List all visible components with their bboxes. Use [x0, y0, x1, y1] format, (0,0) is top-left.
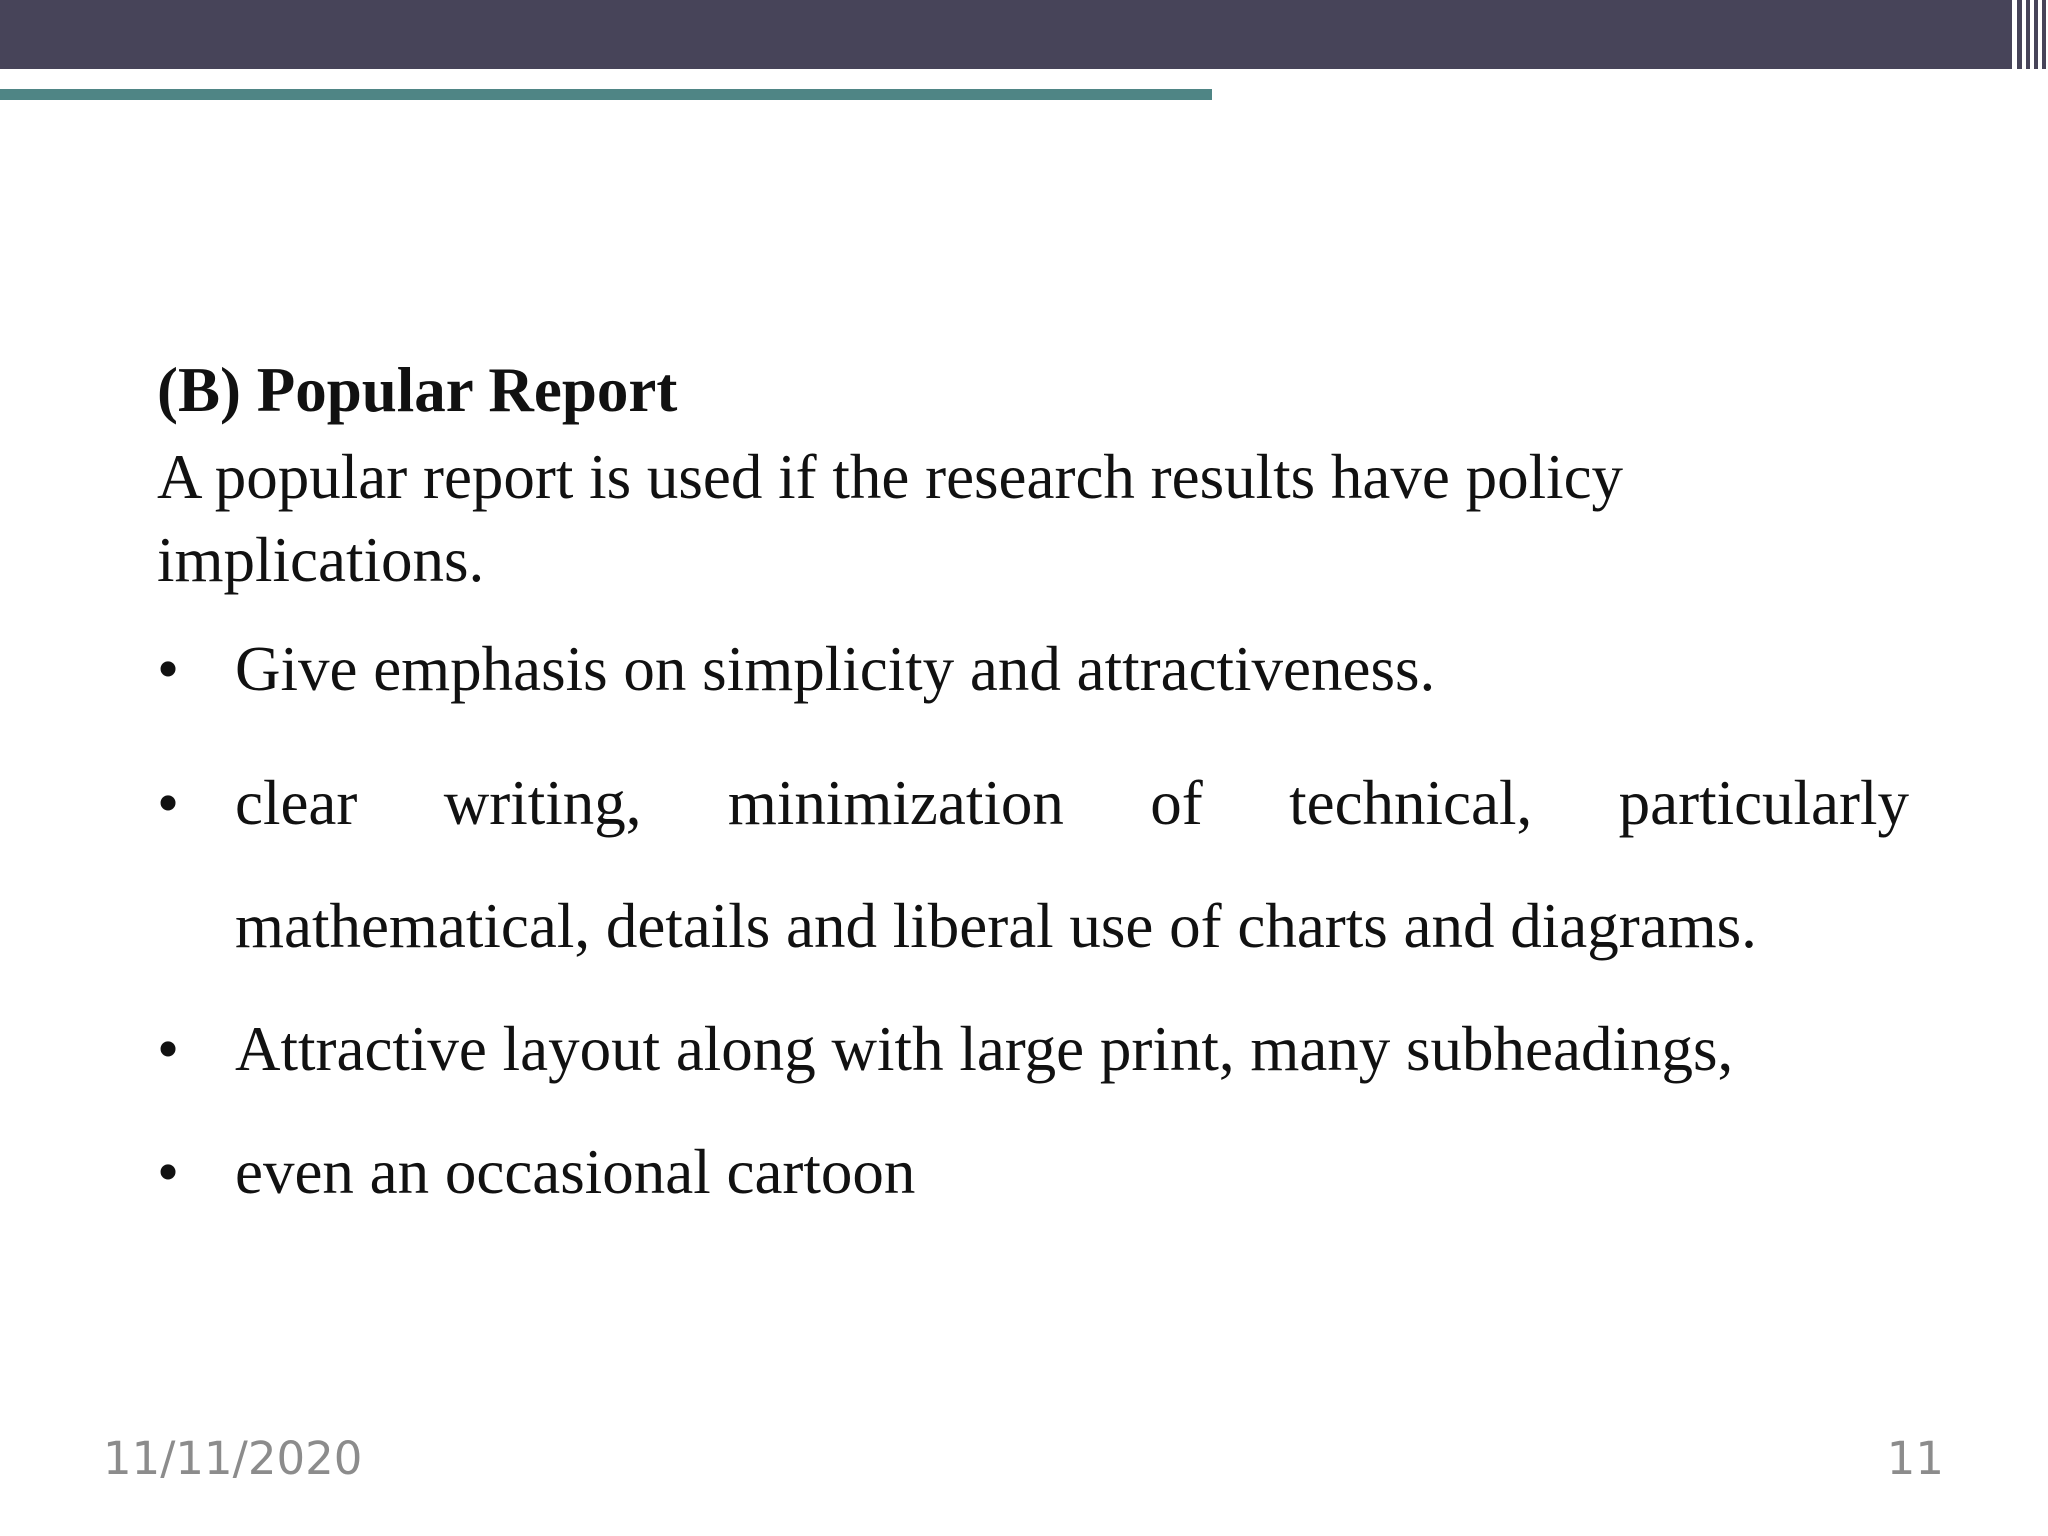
page-number: 11	[1886, 1432, 1944, 1485]
accent-line	[0, 89, 1212, 100]
bullet-icon: •	[157, 1014, 180, 1084]
list-item	[157, 742, 1909, 988]
slide-body	[157, 352, 1909, 1234]
bullet-text: clear writing, minimization of technical, particularly mathematical, details and liberal use of charts and diagrams.	[235, 768, 1909, 961]
slide-heading: (B) Popular Report	[157, 355, 678, 425]
bullet-icon: •	[157, 768, 180, 838]
list-item	[157, 1111, 1909, 1234]
bullet-icon: •	[157, 1137, 180, 1207]
bullet-text: even an occasional cartoon	[235, 1137, 916, 1207]
bullet-text: Attractive layout along with large print, many subheadings,	[235, 1014, 1734, 1084]
footer-date: 11/11/2020	[103, 1432, 363, 1485]
bullet-text: Give emphasis on simplicity and attractiveness.	[235, 634, 1436, 704]
header-bar	[0, 0, 2003, 69]
header-edge-stripes	[2003, 0, 2048, 69]
bullet-list	[157, 624, 1909, 1234]
bullet-icon: •	[157, 634, 180, 704]
list-item	[157, 988, 1909, 1111]
list-item	[157, 624, 1909, 714]
intro-paragraph: A popular report is used if the research results have policy implications.	[157, 442, 1624, 595]
